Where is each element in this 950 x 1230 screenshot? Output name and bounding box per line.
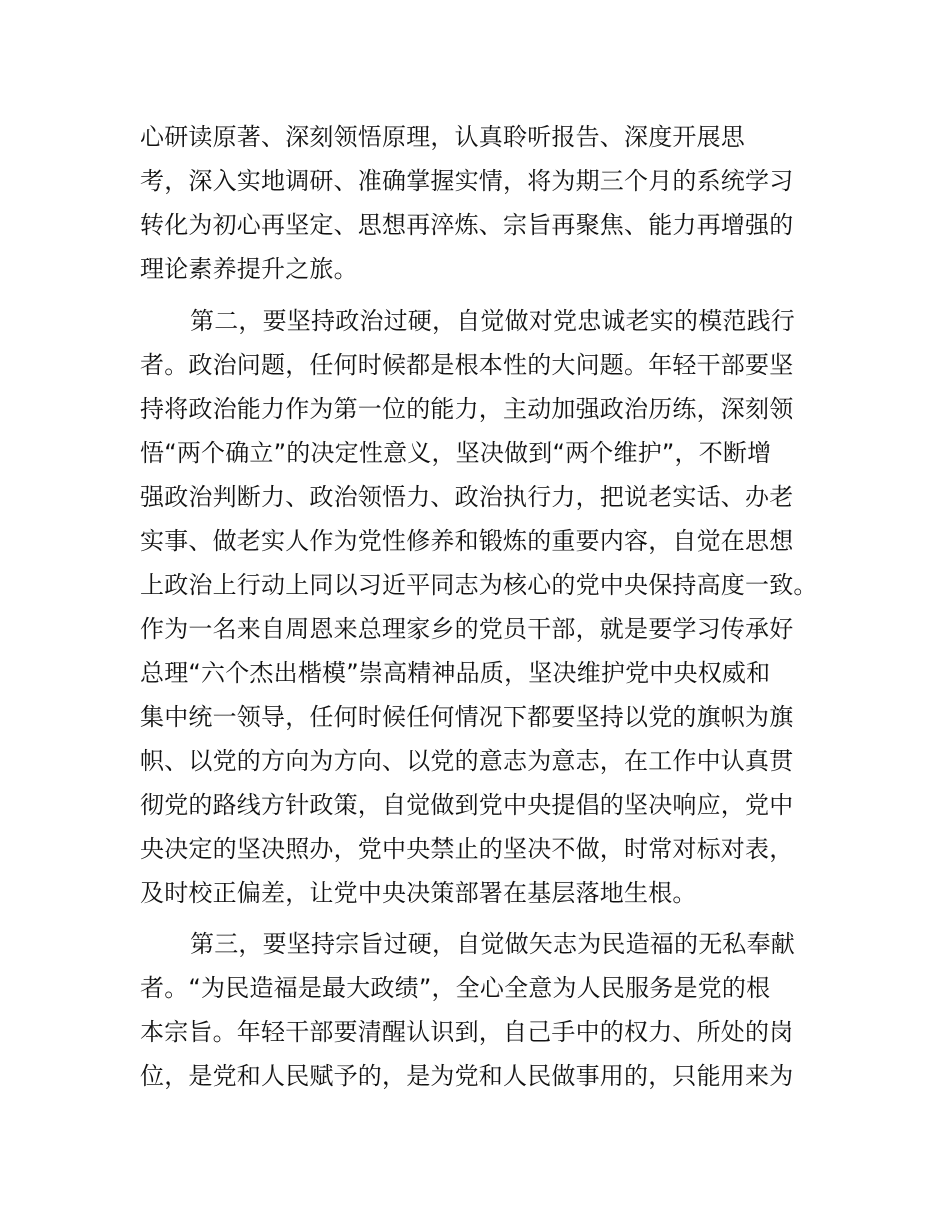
paragraph-2-line-9: 总理“六个杰出楷模”崇高精神品质，坚决维护党中央权威和 — [140, 659, 771, 687]
paragraph-2-line-4: 悟“两个确立”的决定性意义，坚决做到“两个维护”，不断增 — [140, 439, 772, 467]
paragraph-2-line-3: 持将政治能力作为第一位的能力，主动加强政治历练，深刻领 — [140, 395, 794, 423]
paragraph-2-line-14: 及时校正偏差，让党中央决策部署在基层落地生根。 — [140, 879, 697, 907]
paragraph-2-line-6: 实事、做老实人作为党性修养和锻炼的重要内容，自觉在思想 — [140, 527, 794, 555]
paragraph-2-line-11: 帜、以党的方向为方向、以党的意志为意志，在工作中认真贯 — [140, 747, 794, 775]
paragraph-2-line-5: 强政治判断力、政治领悟力、政治执行力，把说老实话、办老 — [140, 483, 794, 511]
paragraph-1-line-2: 考，深入实地调研、准确掌握实情，将为期三个月的系统学习 — [140, 167, 794, 195]
paragraph-2-line-12: 彻党的路线方针政策，自觉做到党中央提倡的坚决响应，党中 — [140, 791, 794, 819]
paragraph-2-line-13: 央决定的坚决照办，党中央禁止的坚决不做，时常对标对表， — [140, 835, 794, 863]
paragraph-2-line-7: 上政治上行动上同以习近平同志为核心的党中央保持高度一致。 — [140, 571, 818, 599]
paragraph-2-line-10: 集中统一领导，任何时候任何情况下都要坚持以党的旗帜为旗 — [140, 703, 794, 731]
paragraph-3-line-1: 第三，要坚持宗旨过硬，自觉做矢志为民造福的无私奉献 — [190, 930, 795, 958]
paragraph-2-line-2: 者。政治问题，任何时候都是根本性的大问题。年轻干部要坚 — [140, 351, 794, 379]
paragraph-3-line-4: 位，是党和人民赋予的，是为党和人民做事用的，只能用来为 — [140, 1062, 794, 1090]
paragraph-3-line-3: 本宗旨。年轻干部要清醒认识到，自己手中的权力、所处的岗 — [140, 1018, 794, 1046]
paragraph-2-line-1: 第二，要坚持政治过硬，自觉做对党忠诚老实的模范践行 — [190, 307, 795, 335]
paragraph-3-line-2: 者。“为民造福是最大政绩”，全心全意为人民服务是党的根 — [140, 974, 771, 1002]
paragraph-1-line-3: 转化为初心再坚定、思想再淬炼、宗旨再聚焦、能力再增强的 — [140, 211, 794, 239]
paragraph-1-line-4: 理论素养提升之旅。 — [140, 255, 358, 283]
paragraph-2-line-8: 作为一名来自周恩来总理家乡的党员干部，就是要学习传承好 — [140, 615, 794, 643]
paragraph-1-line-1: 心研读原著、深刻领悟原理，认真聆听报告、深度开展思 — [140, 123, 745, 151]
